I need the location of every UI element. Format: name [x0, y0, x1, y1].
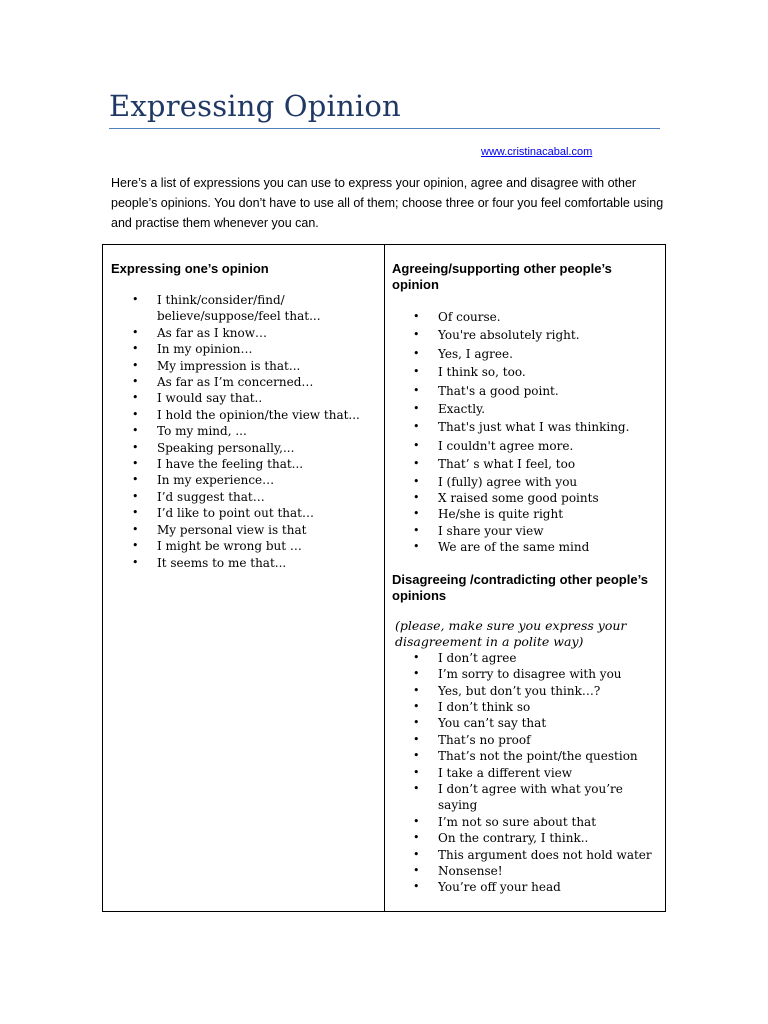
agree-list — [392, 308, 660, 556]
list-item — [392, 666, 660, 682]
list-item — [111, 538, 377, 554]
list-item — [392, 490, 660, 506]
list-item — [392, 455, 660, 473]
bullet-icon: • — [413, 749, 420, 763]
list-item — [392, 523, 660, 539]
list-item — [392, 765, 660, 781]
list-item-text: Of course. — [438, 310, 501, 324]
bullet-icon: • — [132, 391, 139, 405]
page-title: Expressing Opinion — [109, 89, 401, 123]
list-item-text: As far as I’m concerned… — [157, 375, 314, 390]
list-item-text: Exactly. — [438, 402, 486, 417]
list-item — [392, 418, 660, 436]
bullet-icon: • — [132, 342, 139, 356]
disagree-note: (please, make sure you express your disagreement in a polite way) — [395, 617, 627, 649]
agree-heading: Agreeing/supporting other people’s opinion — [392, 261, 612, 292]
bullet-icon: • — [132, 358, 139, 372]
bullet-icon: • — [413, 438, 420, 452]
list-item — [392, 539, 660, 555]
bullet-icon: • — [413, 328, 420, 342]
bullet-icon: • — [132, 522, 139, 536]
list-item — [111, 472, 377, 488]
list-item — [111, 505, 377, 521]
list-item-text: To my mind, ... — [157, 424, 247, 439]
list-item-text: I’d suggest that… — [157, 489, 265, 504]
column-divider — [384, 245, 385, 911]
bullet-icon: • — [413, 683, 420, 697]
bullet-icon: • — [413, 716, 420, 730]
intro-paragraph: Here’s a list of expressions you can use to express your opinion, agree and disagree with other people’s opinions. You don’t have to use all of them; choose three or four you feel comfortable using and practise them whenever you can. — [111, 176, 664, 230]
list-item — [392, 506, 660, 522]
list-item-text: He/she is quite right — [438, 507, 564, 522]
list-item-text: In my experience… — [157, 473, 275, 488]
bullet-icon: • — [413, 346, 420, 360]
list-item-text: I’d like to point out that… — [157, 506, 315, 521]
disagree-list — [392, 650, 660, 896]
list-item — [392, 715, 660, 731]
right-column — [392, 245, 660, 896]
list-item — [392, 326, 660, 344]
list-item-text: We are of the same mind — [438, 540, 590, 555]
list-item — [111, 407, 377, 423]
bullet-icon: • — [413, 420, 420, 434]
list-item-text: That’s no proof — [438, 732, 531, 747]
bullet-icon: • — [413, 365, 420, 379]
list-item — [392, 847, 660, 863]
list-item — [392, 830, 660, 846]
bullet-icon: • — [132, 489, 139, 503]
bullet-icon: • — [413, 457, 420, 471]
list-item — [111, 440, 377, 456]
bullet-icon: • — [413, 650, 420, 664]
bullet-icon: • — [413, 765, 420, 779]
list-item — [392, 732, 660, 748]
bullet-icon: • — [413, 507, 420, 521]
bullet-icon: • — [413, 474, 420, 488]
bullet-icon: • — [413, 383, 420, 397]
list-item — [392, 781, 660, 814]
list-item — [392, 650, 660, 666]
bullet-icon: • — [413, 699, 420, 713]
list-item-text: I’m not so sure about that — [438, 814, 597, 829]
list-item-text: Yes, but don’t you think…? — [438, 683, 601, 698]
list-item — [111, 341, 377, 357]
list-item-text: I share your view — [438, 523, 544, 538]
opinion-heading: Expressing one’s opinion — [111, 261, 269, 276]
list-item-text: In my opinion… — [157, 342, 253, 357]
list-item — [392, 400, 660, 418]
list-item — [392, 382, 660, 400]
website-link[interactable]: www.cristinacabal.com — [481, 146, 593, 158]
bullet-icon: • — [132, 424, 139, 438]
list-item-text: I don’t agree with what you’re saying — [438, 781, 623, 813]
list-item — [392, 879, 660, 895]
list-item — [392, 437, 660, 455]
bullet-icon: • — [132, 539, 139, 553]
list-item-text: You’re off your head — [438, 880, 561, 895]
bullet-icon: • — [132, 407, 139, 421]
bullet-icon: • — [413, 814, 420, 828]
bullet-icon: • — [413, 831, 420, 845]
list-item-text: I (fully) agree with you — [438, 474, 578, 489]
list-item-text: I might be wrong but … — [157, 539, 302, 554]
list-item — [111, 555, 377, 571]
list-item — [392, 863, 660, 879]
list-item — [111, 358, 377, 374]
opinion-list — [111, 292, 377, 571]
bullet-icon: • — [413, 732, 420, 746]
bullet-icon: • — [413, 540, 420, 554]
bullet-icon: • — [132, 440, 139, 454]
list-item-text: It seems to me that... — [157, 555, 287, 570]
bullet-icon: • — [132, 506, 139, 520]
list-item — [392, 748, 660, 764]
bullet-icon: • — [413, 781, 420, 795]
list-item-text: I hold the opinion/the view that... — [157, 407, 360, 422]
bullet-icon: • — [413, 863, 420, 877]
list-item-text: I don’t agree — [438, 650, 517, 665]
expressions-table — [102, 244, 666, 912]
list-item-text: I’m sorry to disagree with you — [438, 667, 622, 682]
left-column — [111, 245, 377, 571]
list-item-text: My personal view is that — [157, 522, 307, 537]
list-item — [392, 474, 660, 490]
bullet-icon: • — [413, 847, 420, 861]
bullet-icon: • — [413, 402, 420, 416]
list-item-text: As far as I know… — [157, 325, 267, 340]
list-item-text: On the contrary, I think.. — [438, 831, 589, 846]
bullet-icon: • — [132, 293, 139, 306]
list-item-text: I think so, too. — [438, 365, 526, 380]
list-item-text: You're absolutely right. — [438, 328, 580, 343]
bullet-icon: • — [132, 555, 139, 569]
list-item-text: I take a different view — [438, 765, 573, 780]
list-item-text: I couldn't agree more. — [438, 438, 574, 453]
list-item-text: X raised some good points — [438, 491, 599, 506]
list-item-text: Yes, I agree. — [438, 346, 513, 361]
list-item — [111, 292, 377, 325]
list-item-text: That’ s what I feel, too — [438, 457, 576, 472]
list-item — [392, 683, 660, 699]
list-item-text: This argument does not hold water — [438, 847, 652, 862]
list-item-text: I think/consider/find/ believe/suppose/feel that... — [157, 293, 321, 324]
list-item-text: That's just what I was thinking. — [438, 420, 630, 435]
list-item-text: My impression is that... — [157, 358, 301, 373]
list-item — [111, 522, 377, 538]
list-item-text: I don’t think so — [438, 699, 531, 714]
list-item-text: Nonsense! — [438, 863, 503, 878]
list-item — [111, 489, 377, 505]
bullet-icon: • — [413, 880, 420, 894]
list-item — [392, 308, 660, 326]
bullet-icon: • — [413, 310, 420, 323]
list-item-text: I have the feeling that... — [157, 457, 304, 472]
list-item — [392, 363, 660, 381]
list-item — [392, 814, 660, 830]
bullet-icon: • — [132, 325, 139, 339]
list-item — [111, 390, 377, 406]
bullet-icon: • — [132, 375, 139, 389]
title-underline — [109, 128, 660, 129]
disagree-heading: Disagreeing /contradicting other people’s opinions — [392, 571, 648, 603]
list-item-text: That’s not the point/the question — [438, 749, 638, 764]
list-item — [392, 345, 660, 363]
list-item — [111, 456, 377, 472]
bullet-icon: • — [132, 473, 139, 487]
list-item — [392, 699, 660, 715]
list-item-text: I would say that.. — [157, 391, 263, 406]
list-item — [111, 423, 377, 439]
list-item — [111, 374, 377, 390]
bullet-icon: • — [132, 457, 139, 471]
list-item-text: Speaking personally,... — [157, 440, 295, 455]
bullet-icon: • — [413, 667, 420, 681]
list-item-text: That's a good point. — [438, 383, 559, 398]
bullet-icon: • — [413, 523, 420, 537]
list-item — [111, 325, 377, 341]
bullet-icon: • — [413, 491, 420, 505]
list-item-text: You can’t say that — [438, 716, 547, 731]
